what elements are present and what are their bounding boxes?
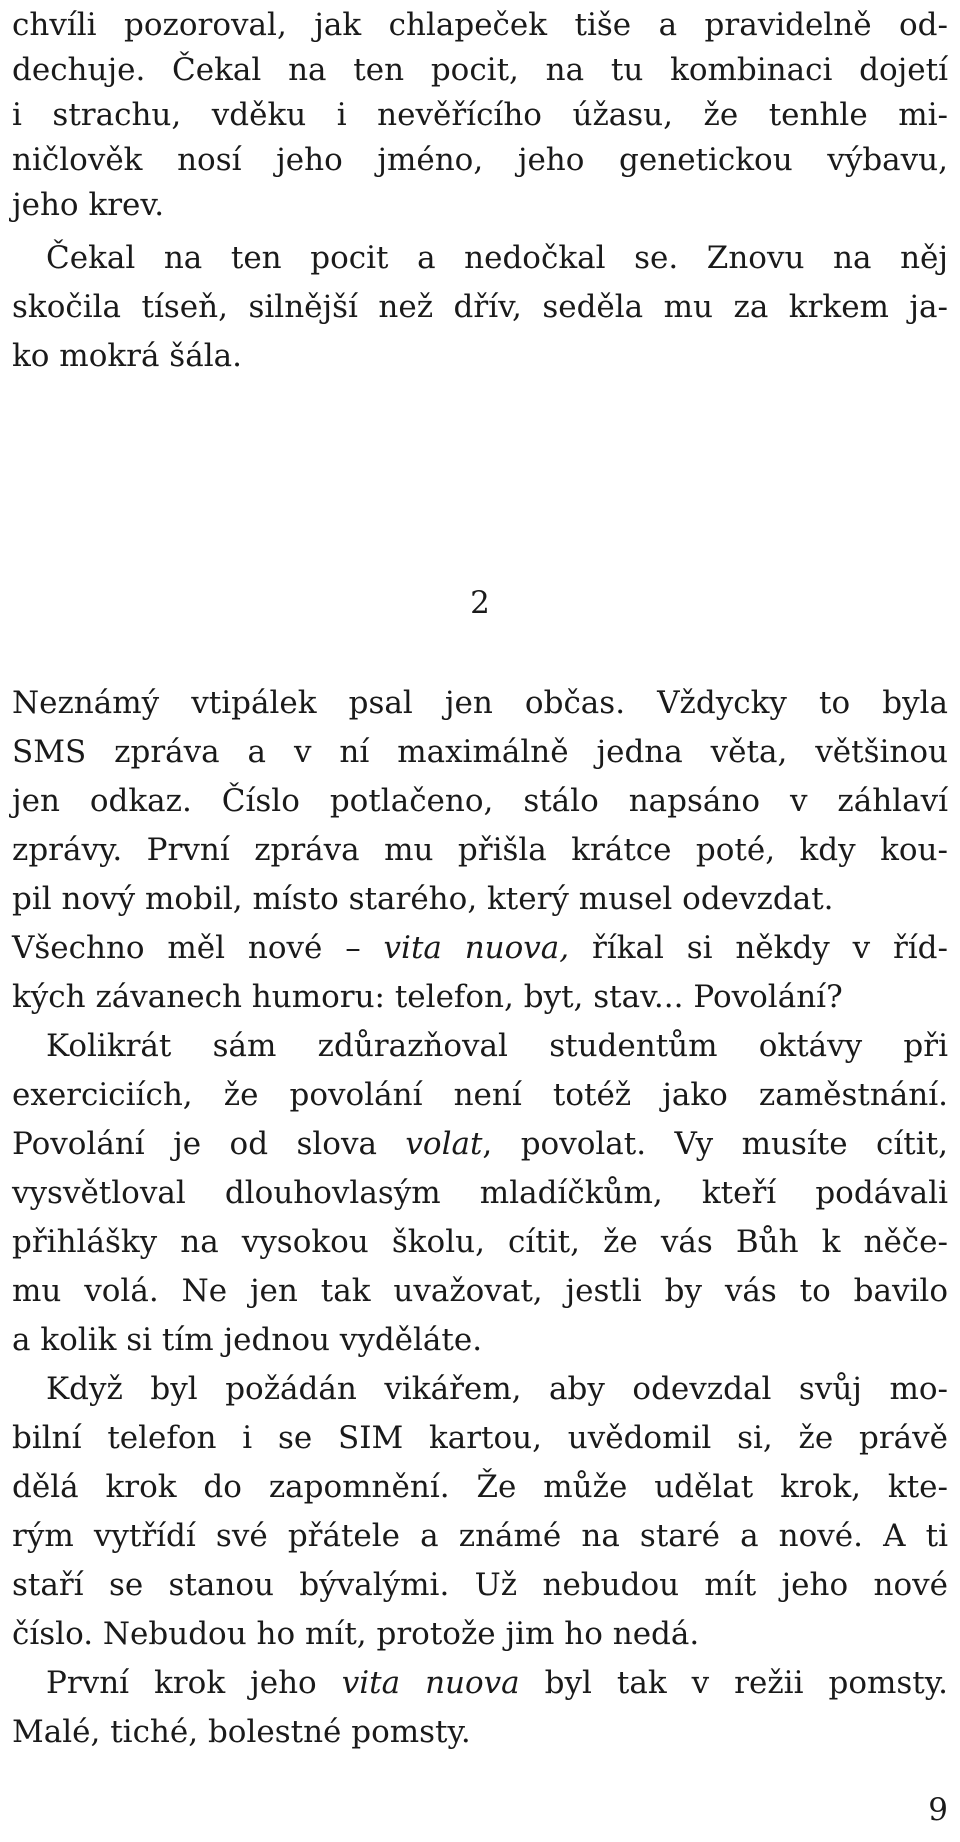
text-line: jen odkaz. Číslo potlačeno, stálo napsáno v záhlaví [12,783,948,819]
text-line: skočila tíseň, silnější než dřív, seděla mu za krkem ja- [12,289,948,325]
italic-text: vita nuova, [383,930,570,966]
text-line: kých závanech humoru: telefon, byt, stav... Povolání? [12,979,843,1015]
text-line: vysvětloval dlouhovlasým mladíčkům, kteří podávali [12,1175,948,1211]
text-line: rým vytřídí své přátele a známé na staré a nové. A ti [12,1518,948,1554]
text-run: První krok jeho [46,1665,342,1701]
text-line: číslo. Nebudou ho mít, protože jim ho nedá. [12,1616,700,1652]
text-line: Čekal na ten pocit a nedočkal se. Znovu na něj [46,240,948,276]
page-number: 9 [928,1792,948,1828]
text-line [12,1658,948,1708]
text-line: Malé, tiché, bolestné pomsty. [12,1714,471,1750]
text-line: Neznámý vtipálek psal jen občas. Vždycky to byla [12,685,948,721]
text-run: byl tak v režii pomsty. [519,1665,948,1701]
italic-text: vita nuova [341,1665,520,1701]
text-line: bilní telefon i se SIM kartou, uvědomil si, že právě [12,1420,948,1456]
italic-text: volat [405,1126,483,1162]
text-line: přihlášky na vysokou školu, cítit, že vás Bůh k něče- [12,1224,948,1260]
text-line: dělá krok do zapomnění. Že může udělat krok, kte- [12,1469,948,1505]
text-line: i strachu, vděku i nevěřícího úžasu, že tenhle mi- [12,97,948,133]
text-line [12,923,948,973]
text-line: jeho krev. [12,187,165,223]
text-line: chvíli pozoroval, jak chlapeček tiše a pravidelně od- [12,7,948,43]
text-run: Všechno měl nové – [12,930,384,966]
text-line: ko mokrá šála. [12,338,242,374]
text-line [12,1119,948,1169]
text-line: exerciciích, že povolání není totéž jako zaměstnání. [12,1077,948,1113]
text-line: Kolikrát sám zdůrazňoval studentům oktávy při [46,1028,948,1064]
text-line: mu volá. Ne jen tak uvažovat, jestli by vás to bavilo [12,1273,948,1309]
text-line: Když byl požádán vikářem, aby odevzdal svůj mo- [46,1371,948,1407]
text-run: říkal si někdy v říd- [569,930,948,966]
text-line: zprávy. První zpráva mu přišla krátce poté, kdy kou- [12,832,948,868]
text-line: a kolik si tím jednou vyděláte. [12,1322,483,1358]
text-run: Povolání je od slova [12,1126,406,1162]
text-line: dechuje. Čekal na ten pocit, na tu kombinaci dojetí [12,52,948,88]
chapter-number: 2 [470,585,490,621]
text-line: SMS zpráva a v ní maximálně jedna věta, většinou [12,734,948,770]
text-line: staří se stanou bývalými. Už nebudou mít jeho nové [12,1567,948,1603]
text-line: ničlověk nosí jeho jméno, jeho genetickou výbavu, [12,142,948,178]
text-run: , povolat. Vy musíte cítit, [482,1126,948,1162]
text-line: pil nový mobil, místo starého, který musel odevzdat. [12,881,834,917]
